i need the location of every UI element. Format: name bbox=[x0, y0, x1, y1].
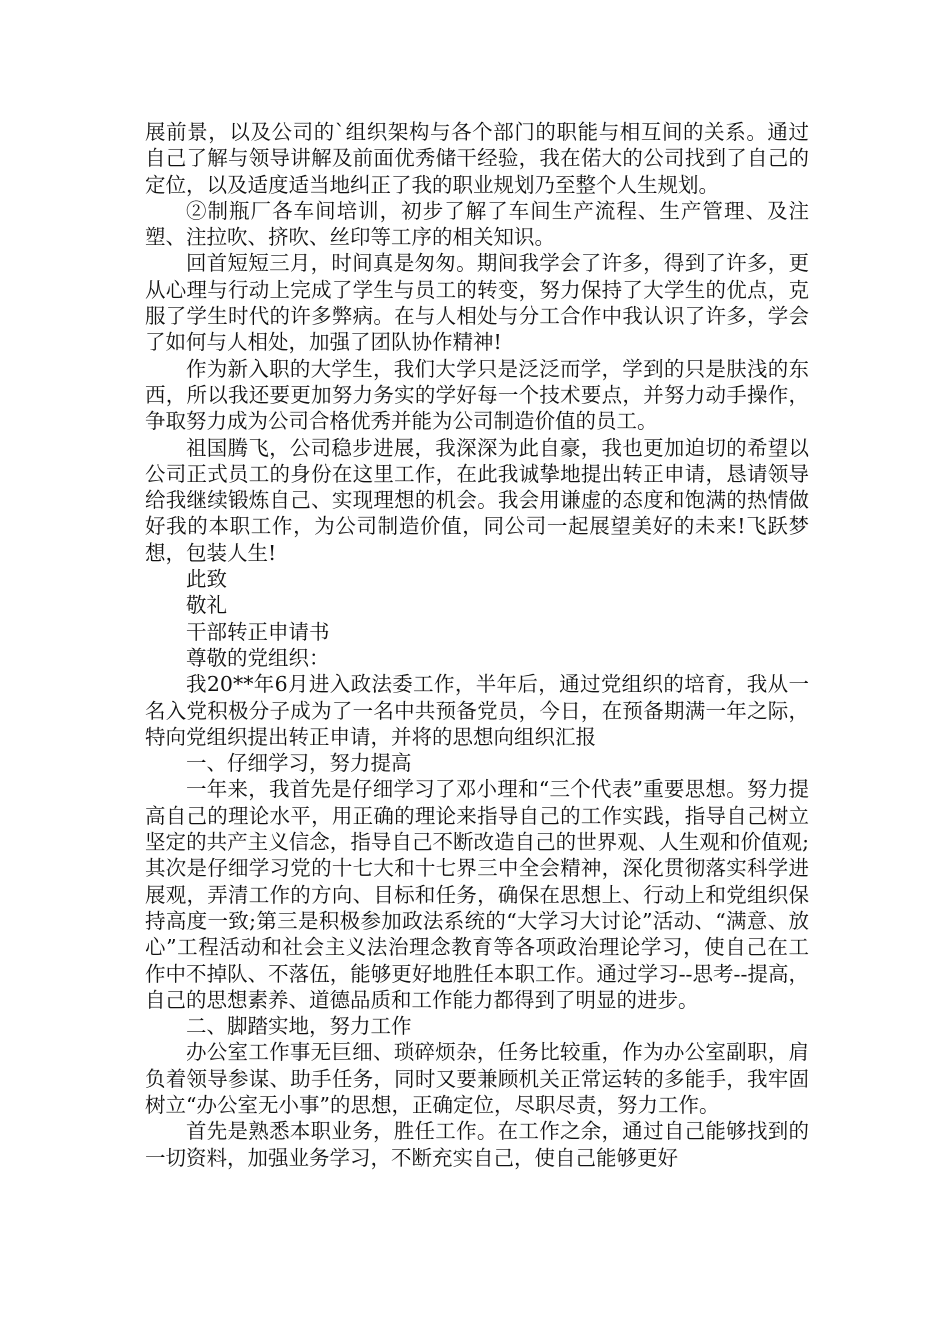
paragraph: 作为新入职的大学生，我们大学只是泛泛而学，学到的只是肤浅的东西，所以我还要更加努力务实的学好每一个技术要点，并努力动手操作，争取努力成为公司合格优秀并能为公司制造价值的员工。 bbox=[145, 356, 809, 434]
paragraph: ②制瓶厂各车间培训，初步了解了车间生产流程、生产管理、及注塑、注拉吹、挤吹、丝印等工序的相关知识。 bbox=[145, 198, 809, 250]
greeting-line: 尊敬的党组织： bbox=[186, 645, 330, 670]
paragraph: 回首短短三月，时间真是匆匆。期间我学会了许多，得到了许多，更从心理与行动上完成了学生与员工的转变，努力保持了大学生的优点，克服了学生时代的许多弊病。在与人相处与分工合作中我认识了许多，学会了如何与人相处，加强了团队协作精神! bbox=[145, 251, 809, 355]
paragraph: 办公室工作事无巨细、琐碎烦杂，任务比较重，作为办公室副职，肩负着领导参谋、助手任务，同时又要兼顾机关正常运转的多能手，我牢固树立“办公室无小事”的思想，正确定位，尽职尽责，努力工作。 bbox=[145, 1040, 809, 1117]
paragraph: 祖国腾飞，公司稳步进展，我深深为此自豪，我也更加迫切的希望以公司正式员工的身份在这里工作，在此我诚挚地提出转正申请，恳请领导给我继续锻炼自己、实现理想的机会。我会用谦虚的态度和饱满的热情做好我的本职工作，为公司制造价值，同公司一起展望美好的未来!飞跃梦想，包装人生! bbox=[145, 435, 809, 565]
salutation-line: 敬礼 bbox=[186, 593, 227, 618]
paragraph: 一年来，我首先是仔细学习了邓小理和“三个代表”重要思想。努力提高自己的理论水平，用正确的理论来指导自己的工作实践，指导自己树立坚定的共产主义信念，指导自己不断改造自己的世界观、人生观和价值观;其次是仔细学习党的十七大和十七界三中全会精神，深化贯彻落实科学进展观，弄清工作的方向、目标和任务，确保在思想上、行动上和党组织保持高度一致;第三是积极参加政法系统的“大学习大讨论”活动、“满意、放心”工程活动和社会主义法治理念教育等各项政治理论学习，使自己在工作中不掉队、不落伍，能够更好地胜任本职工作。通过学习--思考--提高，自己的思想素养、道德品质和工作能力都得到了明显的进步。 bbox=[145, 777, 809, 1012]
paragraph: 我20**年6月进入政法委工作，半年后，通过党组织的培育，我从一名入党积极分子成为了一名中共预备党员，今日，在预备期满一年之际，特向党组织提出转正申请，并将的思想向组织汇报 bbox=[145, 672, 809, 749]
section-heading: 一、仔细学习，努力提高 bbox=[186, 751, 412, 776]
paragraph: 展前景，以及公司的`组织架构与各个部门的职能与相互间的关系。通过自己了解与领导讲解及前面优秀储干经验，我在偌大的公司找到了自己的定位，以及适度适当地纠正了我的职业规划乃至整个人生规划。 bbox=[145, 120, 809, 197]
document-page bbox=[145, 119, 809, 1171]
paragraph: 首先是熟悉本职业务，胜任工作。在工作之余，通过自己能够找到的一切资料，加强业务学习，不断充实自己，使自己能够更好 bbox=[145, 1119, 809, 1170]
section-title: 干部转正申请书 bbox=[186, 619, 330, 644]
section-heading: 二、脚踏实地，努力工作 bbox=[186, 1014, 412, 1039]
closing-line: 此致 bbox=[186, 567, 227, 592]
